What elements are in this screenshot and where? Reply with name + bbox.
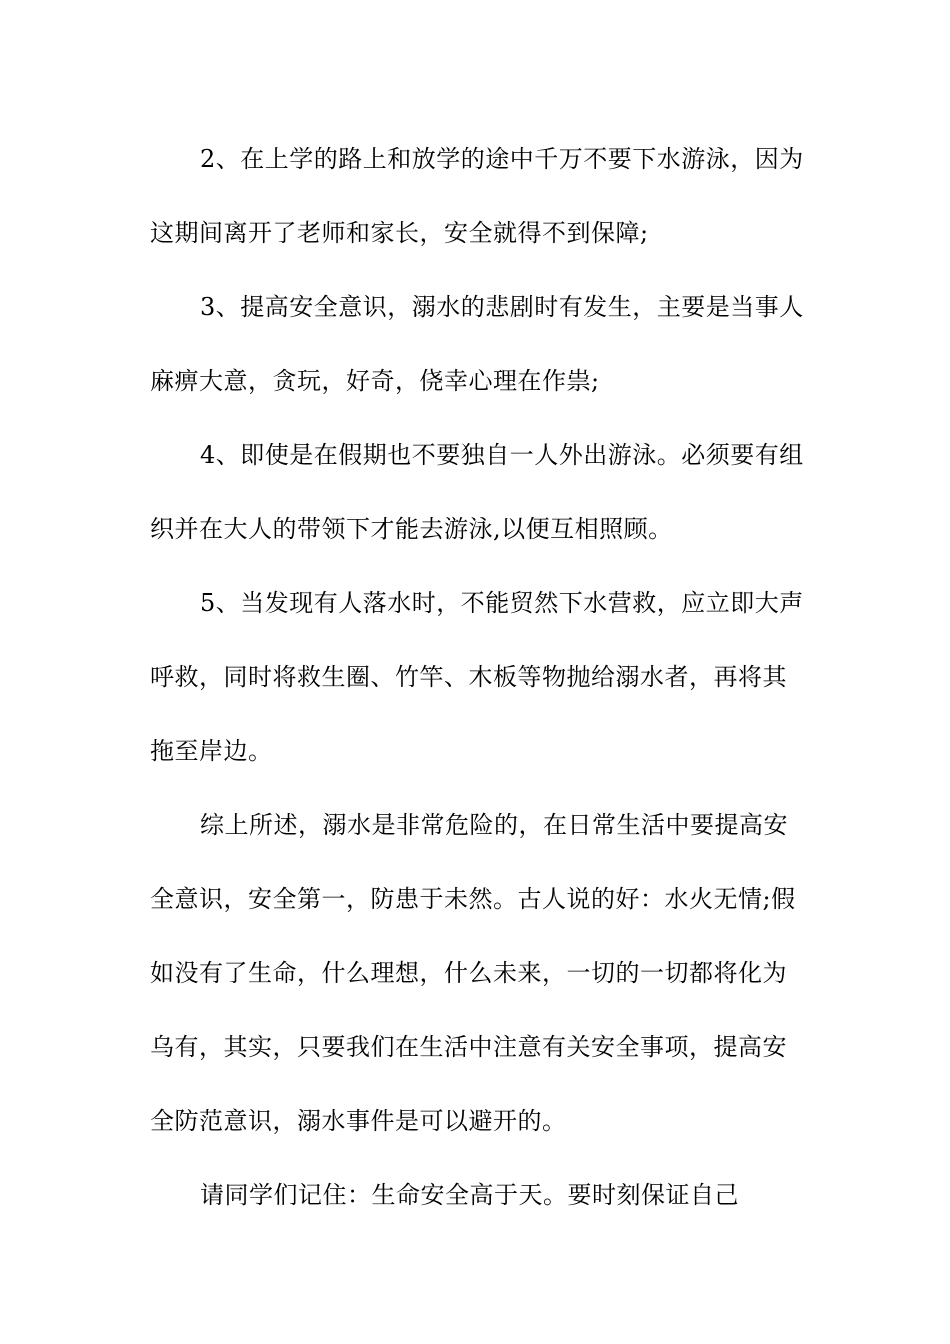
paragraph-summary: 综上所述，溺水是非常危险的，在日常生活中要提高安全意识，安全第一，防患于未然。古人说的好：水火无情;假如没有了生命，什么理想，什么未来，一切的一切都将化为乌有，其实，只要我们在生活中注意有关安全事项，提高安全防范意识，溺水事件是可以避开的。	[150, 811, 796, 1135]
paragraph-item-3: 3、提高安全意识，溺水的悲剧时有发生，主要是当事人麻痹大意，贪玩，好奇，侥幸心理在作祟;	[150, 293, 804, 395]
paragraph-item-5: 5、当发现有人落水时，不能贸然下水营救，应立即大声呼救，同时将救生圈、竹竿、木板等物抛给溺水者，再将其拖至岸边。	[150, 589, 804, 765]
paragraph-item-2: 2、在上学的路上和放学的途中千万不要下水游泳，因为这期间离开了老师和家长，安全就得不到保障;	[150, 145, 804, 247]
document-body	[150, 122, 810, 1232]
paragraph-item-4: 4、即使是在假期也不要独自一人外出游泳。必须要有组织并在大人的带领下才能去游泳,以便互相照顾。	[150, 441, 804, 543]
paragraph-reminder: 请同学们记住：生命安全高于天。要时刻保证自己	[200, 1181, 739, 1209]
